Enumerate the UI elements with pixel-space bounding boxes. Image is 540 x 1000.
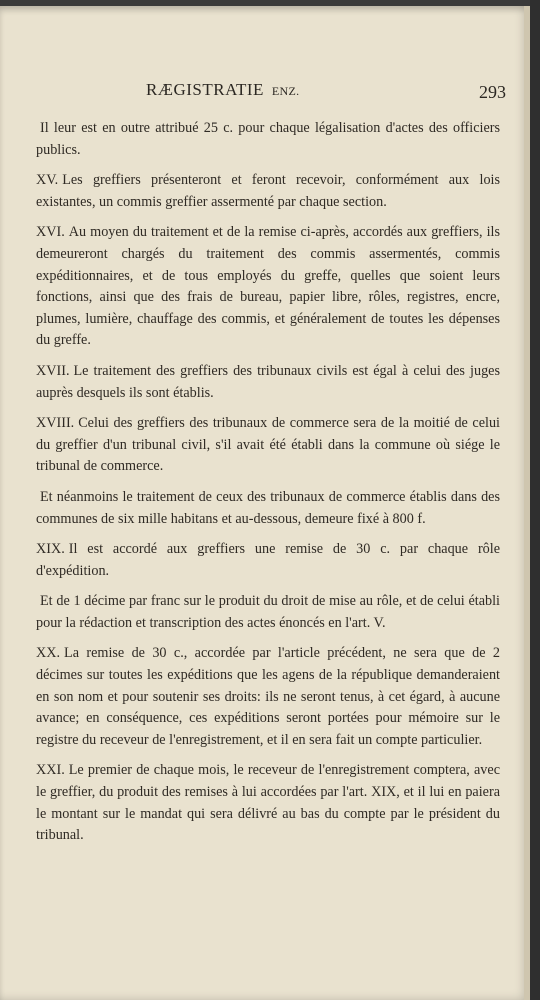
paragraph-text: Il est accordé aux greffiers une remise de 30 c. par chaque rôle d'expédition. bbox=[36, 541, 500, 579]
paragraph-2 bbox=[36, 222, 500, 352]
paragraph-3 bbox=[36, 361, 500, 404]
page-number: 293 bbox=[479, 82, 506, 102]
article-number: XIX. bbox=[36, 541, 65, 558]
paragraph-text: La remise de 30 c., accordée par l'article précédent, ne sera que de 2 décimes sur toutes les expéditions que les agens de la république demanderaient en son nom et pour soutenir ses droits: ils ne seront tenus, à cet égard, à aucune avance; en conséquence, ces expéditions seront portées pour mémoire sur le registre du receveur de l'enregistrement, et il en sera fait un compte particulier. bbox=[36, 645, 500, 748]
article-number: XX. bbox=[36, 645, 61, 662]
paragraph-8 bbox=[36, 643, 500, 751]
paragraph-text: Et néanmoins le traitement de ceux des tribunaux de commerce établis dans des communes de six mille habitans et au-dessous, demeure fixé à 800 f. bbox=[36, 488, 500, 527]
paragraph-text: Le traitement des greffiers des tribunaux civils est égal à celui des juges auprès desquels ils sont établis. bbox=[36, 362, 500, 401]
paragraph-text: Les greffiers présenteront et feront recevoir, conformément aux lois existantes, un commis greffier assermenté par chaque section. bbox=[36, 172, 500, 210]
page-edge bbox=[524, 6, 530, 1000]
article-number: XVI. bbox=[36, 224, 65, 241]
article-number: XVIII. bbox=[36, 415, 75, 432]
paragraph-text: Il leur est en outre attribué 25 c. pour chaque légalisation d'actes des officiers publics. bbox=[36, 120, 500, 158]
scanner-frame-right bbox=[530, 0, 540, 1000]
running-title bbox=[146, 80, 299, 100]
article-number: XVII. bbox=[36, 362, 70, 379]
paragraph-0 bbox=[36, 118, 500, 161]
running-title-main: RÆGISTRATIE bbox=[146, 80, 264, 99]
paragraph-7 bbox=[36, 591, 500, 634]
article-number: XV. bbox=[36, 172, 59, 189]
running-header bbox=[36, 80, 506, 108]
paragraph-text: Celui des greffiers des tribunaux de commerce sera de la moitié de celui du greffier d'un tribunal civil, s'il avait été établi dans la commune où siége le tribunal de commerce. bbox=[36, 415, 500, 475]
article-number: XXI. bbox=[36, 762, 65, 779]
running-title-suffix: ENZ. bbox=[271, 84, 300, 98]
paragraph-text: Au moyen du traitement et de la remise ci-après, accordés aux greffiers, ils demeureront chargés du traitement des commis assermentés, commis expéditionnaires, et de tous employés du greffe, quelles que soient leurs fonctions, ainsi que des frais de bureau, papier libre, rôles, registres, encre, plumes, lumière, chauffage des commis, et généralement de toutes les dépenses du greffe. bbox=[36, 224, 500, 349]
paragraph-text: Et de 1 décime par franc sur le produit du droit de mise au rôle, et de celui établi pour la rédaction et transcription des actes énoncés en l'art. V. bbox=[36, 593, 500, 631]
paragraph-text: Le premier de chaque mois, le receveur de l'enregistrement comptera, avec le greffier, du produit des remises à lui accordées par l'art. XIX, et il lui en paiera le montant sur le mandat qui sera délivré au bas du compte par le président du tribunal. bbox=[36, 762, 500, 844]
body-text bbox=[36, 118, 500, 856]
paragraph-1 bbox=[36, 170, 500, 213]
paragraph-9 bbox=[36, 760, 500, 846]
paragraph-4 bbox=[36, 413, 500, 478]
paragraph-5 bbox=[36, 487, 500, 530]
paragraph-6 bbox=[36, 539, 500, 582]
